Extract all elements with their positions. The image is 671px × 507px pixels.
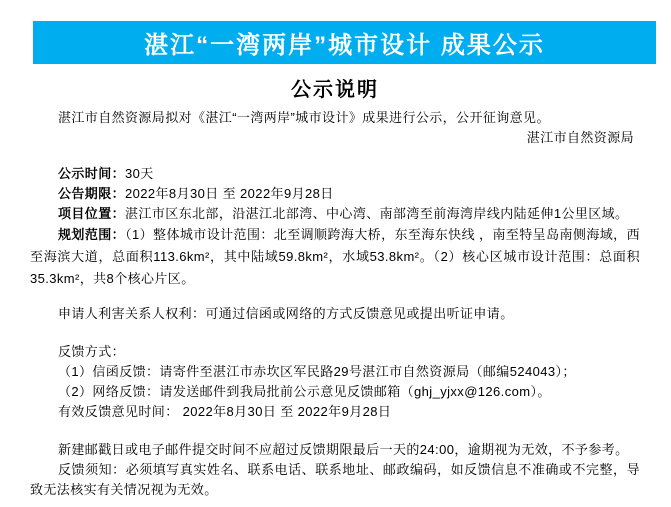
feedback-items xyxy=(30,362,640,422)
info-label: 公告期限： xyxy=(58,186,126,201)
doc-title: 公示说明 xyxy=(291,79,379,101)
notes-block xyxy=(30,440,640,500)
note-requirements: 反馈须知：必须填写真实姓名、联系电话、联系地址、邮政编码，如反馈信息不准确或不完整，导致无法核实有关情况视为无效。 xyxy=(30,462,640,497)
info-planning-scope xyxy=(30,224,640,290)
feedback-valid-time: 有效反馈意见时间： 2022年8月30日 至 2022年9月28日 xyxy=(58,404,392,419)
info-announcement-dates xyxy=(30,184,640,204)
rights-paragraph: 申请人利害关系人权利：可通过信函或网络的方式反馈意见或提出听证申请。 xyxy=(58,306,514,321)
document-body xyxy=(30,78,640,500)
intro-paragraph: 湛江市自然资源局拟对《湛江“一湾两岸”城市设计》成果进行公示，公开征询意见。 xyxy=(58,110,550,125)
info-value: 湛江市区东北部，沿湛江北部湾、中心湾、南部湾至前海湾岸线内陆延伸1公里区域。 xyxy=(125,206,629,221)
info-publicity-duration xyxy=(30,164,640,184)
info-value: （1）整体城市设计范围：北至调顺跨海大桥，东至海东快线 ，南至特呈岛南侧海域，西至海滨大道，总面积113.6km²，其中陆域59.8km²，水域53.8km²。（2）核心区城市设计范围：总面积35.3km²，共8个核心片区。 xyxy=(30,227,640,286)
info-label: 项目位置： xyxy=(58,206,126,221)
banner-title: 湛江“一湾两岸”城市设计 成果公示 xyxy=(144,32,545,59)
info-label: 公示时间： xyxy=(58,166,126,181)
feedback-item-email: （2）网络反馈：请发送邮件到我局批前公示意见反馈邮箱（ghj_yjxx@126.com）。 xyxy=(58,384,551,399)
note-deadline: 新建邮戳日或电子邮件提交时间不应超过反馈期限最后一天的24:00，逾期视为无效，不予参考。 xyxy=(58,442,629,457)
info-label: 规划范围： xyxy=(58,227,126,242)
feedback-item-mail: （1）信函反馈：请寄件至湛江市赤坎区军民路29号湛江市自然资源局（邮编524043）； xyxy=(58,364,576,379)
info-value: 2022年8月30日 至 2022年9月28日 xyxy=(125,186,334,201)
info-block xyxy=(30,164,640,290)
page-banner xyxy=(33,21,656,64)
signature: 湛江市自然资源局 xyxy=(526,130,634,145)
info-value: 30天 xyxy=(125,166,154,181)
feedback-heading: 反馈方式： xyxy=(58,344,126,359)
info-project-location xyxy=(30,204,640,224)
